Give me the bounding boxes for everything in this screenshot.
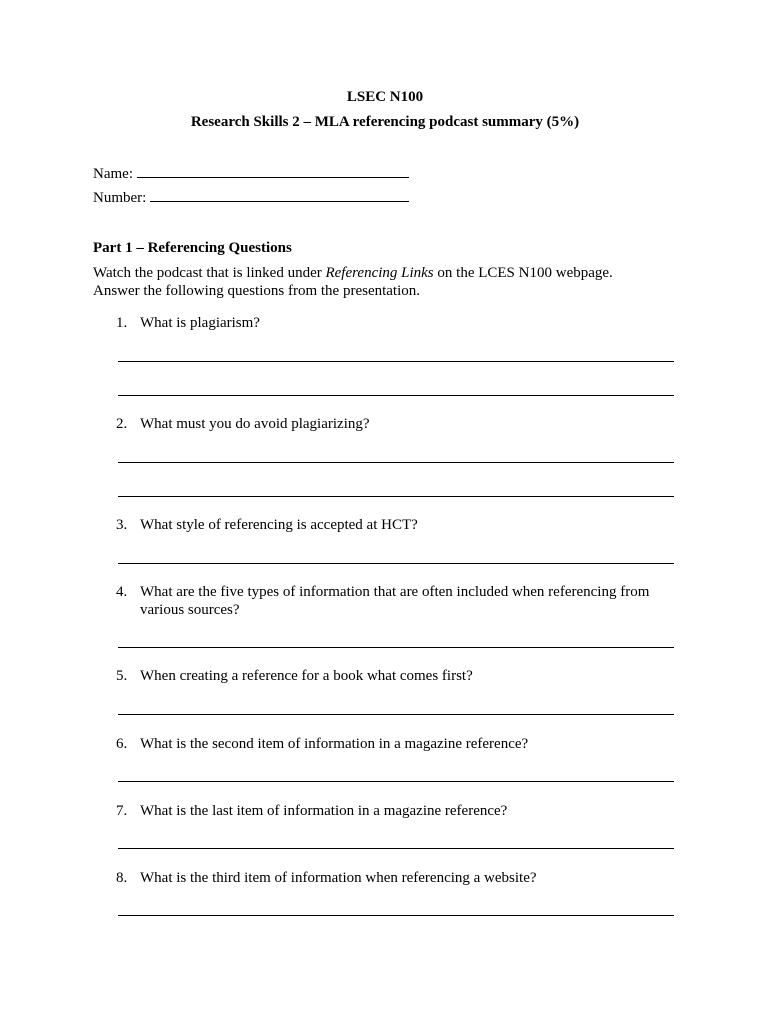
instruction-suffix: on the LCES N100 webpage. bbox=[433, 265, 613, 281]
question-number: 1. bbox=[116, 315, 128, 331]
question-text: When creating a reference for a book what comes first? bbox=[140, 668, 473, 684]
number-blank[interactable] bbox=[150, 189, 409, 202]
question-number: 8. bbox=[116, 870, 128, 886]
answer-line[interactable] bbox=[118, 915, 674, 916]
answer-line[interactable] bbox=[118, 781, 674, 782]
question-text: What style of referencing is accepted at HCT? bbox=[140, 517, 418, 533]
instruction-emphasis: Referencing Links bbox=[325, 265, 434, 281]
question-3 bbox=[116, 516, 686, 534]
answer-line[interactable] bbox=[118, 848, 674, 849]
answer-line[interactable] bbox=[118, 647, 674, 648]
answer-line[interactable] bbox=[118, 563, 674, 564]
question-text: What must you do avoid plagiarizing? bbox=[140, 416, 370, 432]
question-6 bbox=[116, 735, 686, 753]
name-field bbox=[93, 165, 409, 183]
question-5 bbox=[116, 667, 686, 685]
question-text: What is the third item of information when referencing a website? bbox=[140, 870, 537, 886]
course-code: LSEC N100 bbox=[346, 89, 424, 105]
number-field bbox=[93, 189, 409, 207]
question-1 bbox=[116, 314, 686, 332]
question-text: What are the five types of information that are often included when referencing from various sources? bbox=[140, 584, 650, 618]
instruction-line-2: Answer the following questions from the presentation. bbox=[93, 283, 421, 299]
question-8 bbox=[116, 869, 686, 887]
answer-line[interactable] bbox=[118, 462, 674, 463]
name-blank[interactable] bbox=[137, 165, 409, 178]
question-number: 7. bbox=[116, 803, 128, 819]
question-2 bbox=[116, 415, 686, 433]
question-number: 3. bbox=[116, 517, 128, 533]
answer-line[interactable] bbox=[118, 714, 674, 715]
number-label: Number: bbox=[93, 190, 147, 206]
question-4 bbox=[116, 583, 686, 619]
question-number: 2. bbox=[116, 416, 128, 432]
question-text: What is the last item of information in a magazine reference? bbox=[140, 803, 508, 819]
question-number: 6. bbox=[116, 736, 128, 752]
question-number: 5. bbox=[116, 668, 128, 684]
answer-line[interactable] bbox=[118, 361, 674, 362]
question-text: What is plagiarism? bbox=[140, 315, 260, 331]
answer-line[interactable] bbox=[118, 395, 674, 396]
instructions bbox=[93, 264, 693, 300]
question-7 bbox=[116, 802, 686, 820]
instruction-line-1 bbox=[93, 264, 693, 282]
question-text: What is the second item of information in a magazine reference? bbox=[140, 736, 529, 752]
answer-line[interactable] bbox=[118, 496, 674, 497]
name-label: Name: bbox=[93, 166, 133, 182]
instruction-prefix: Watch the podcast that is linked under bbox=[93, 265, 326, 281]
question-number: 4. bbox=[116, 584, 128, 600]
worksheet-title: Research Skills 2 – MLA referencing podcast summary (5%) bbox=[190, 114, 580, 130]
part-heading: Part 1 – Referencing Questions bbox=[93, 240, 292, 256]
